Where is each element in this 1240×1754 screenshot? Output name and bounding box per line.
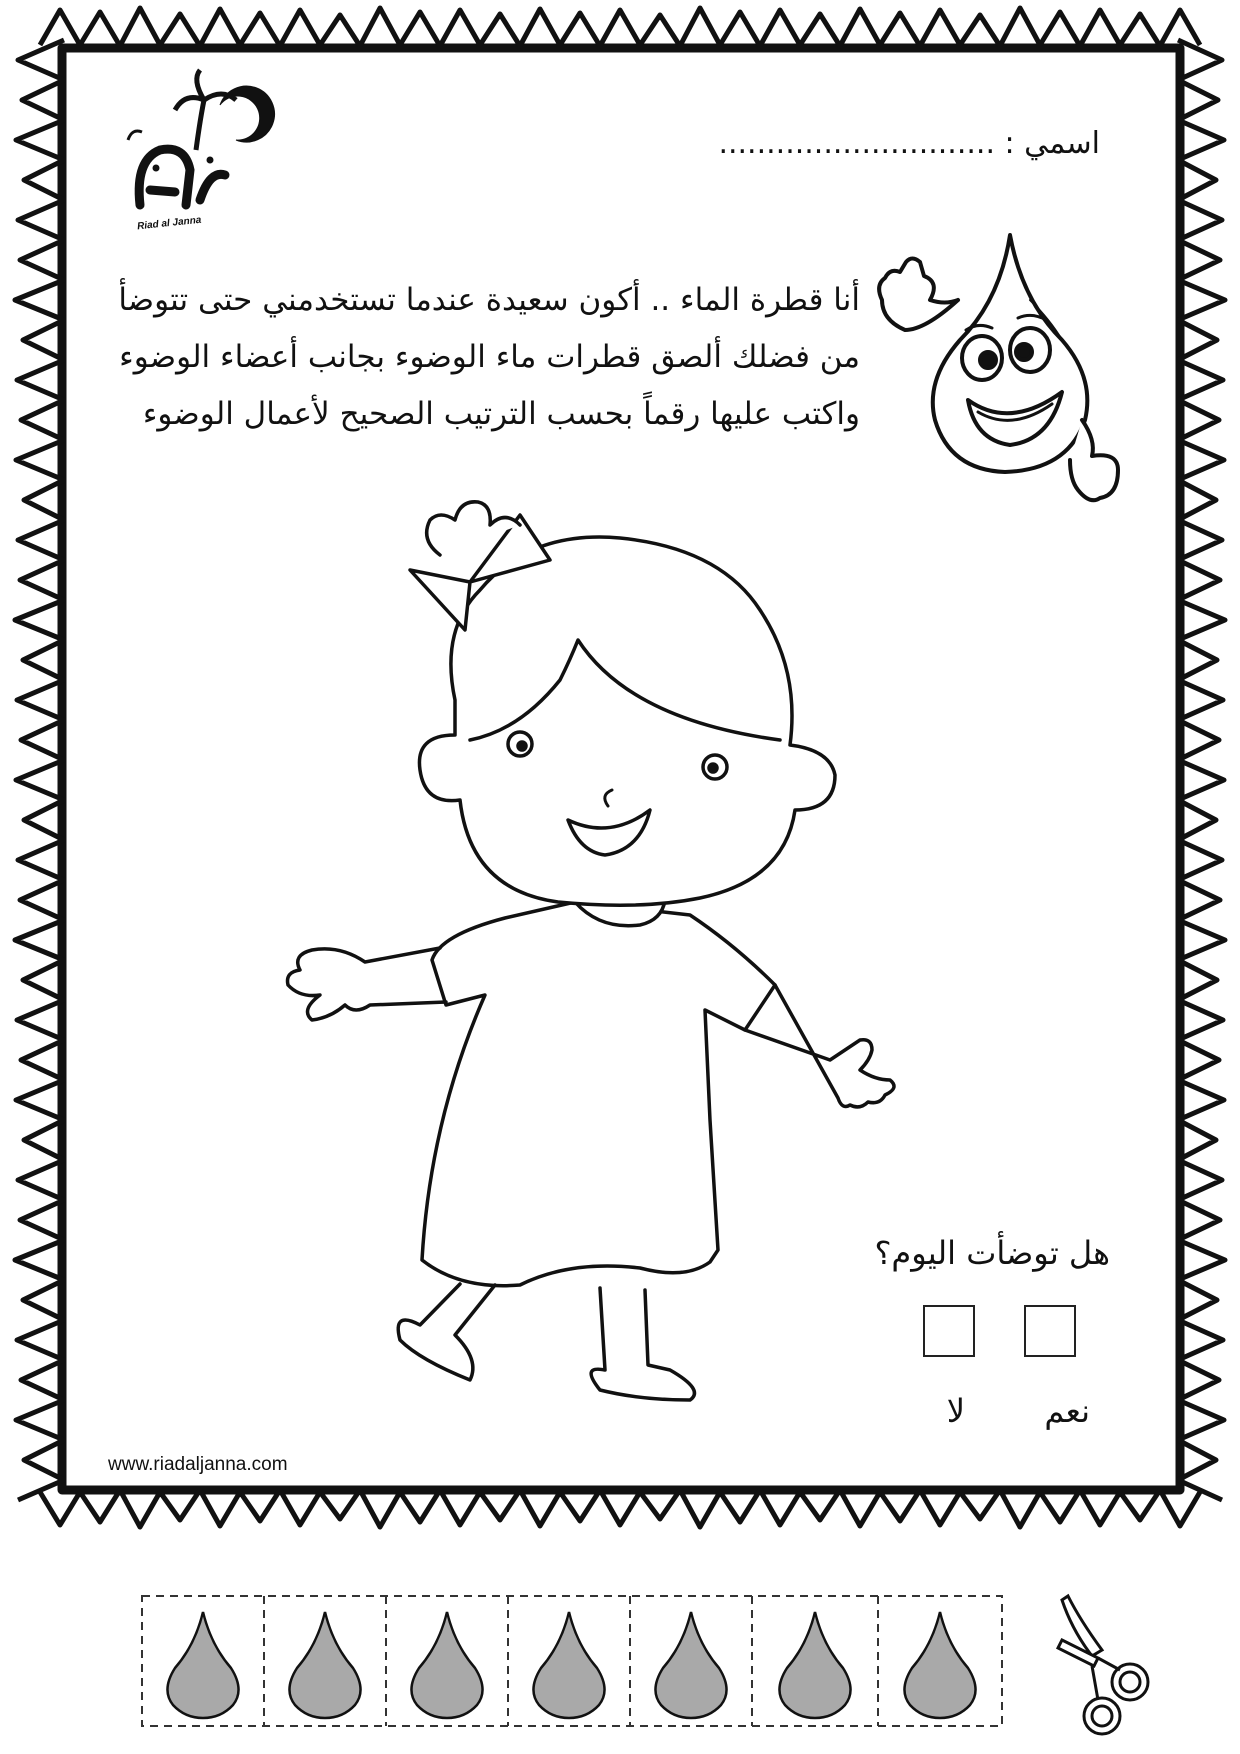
cutout-strip bbox=[142, 1596, 1002, 1726]
instructions bbox=[118, 272, 860, 443]
wudu-question: هل توضأت اليوم؟ bbox=[874, 1234, 1110, 1272]
cutout-water-drop[interactable] bbox=[533, 1612, 604, 1718]
yes-checkbox[interactable] bbox=[1024, 1305, 1076, 1357]
riad-al-janna-logo bbox=[128, 70, 274, 205]
yes-label: نعم bbox=[1044, 1392, 1090, 1430]
cutout-water-drop[interactable] bbox=[167, 1612, 238, 1718]
cutout-water-drop[interactable] bbox=[904, 1612, 975, 1718]
website-url[interactable]: www.riadaljanna.com bbox=[108, 1454, 288, 1475]
no-label: لا bbox=[946, 1392, 965, 1430]
instruction-line-3: واكتب عليها رقماً بحسب الترتيب الصحيح لأعمال الوضوء bbox=[142, 396, 860, 432]
cutout-water-drop[interactable] bbox=[289, 1612, 360, 1718]
logo-caption: Riad al Janna bbox=[136, 214, 202, 233]
scissors-icon bbox=[1058, 1596, 1148, 1734]
instruction-line-2: من فضلك ألصق قطرات ماء الوضوء بجانب أعضاء الوضوء bbox=[119, 339, 860, 375]
cutout-water-drop[interactable] bbox=[411, 1612, 482, 1718]
instruction-line-1: أنا قطرة الماء .. أكون سعيدة عندما تستخدمني حتى تتوضأ bbox=[118, 282, 860, 318]
cutout-water-drop[interactable] bbox=[655, 1612, 726, 1718]
water-drop-mascot bbox=[879, 235, 1118, 500]
no-checkbox[interactable] bbox=[923, 1305, 975, 1357]
cutout-water-drop[interactable] bbox=[779, 1612, 850, 1718]
girl-drawing bbox=[288, 502, 895, 1400]
name-field-line[interactable]: اسمي : ............................. bbox=[718, 126, 1100, 161]
